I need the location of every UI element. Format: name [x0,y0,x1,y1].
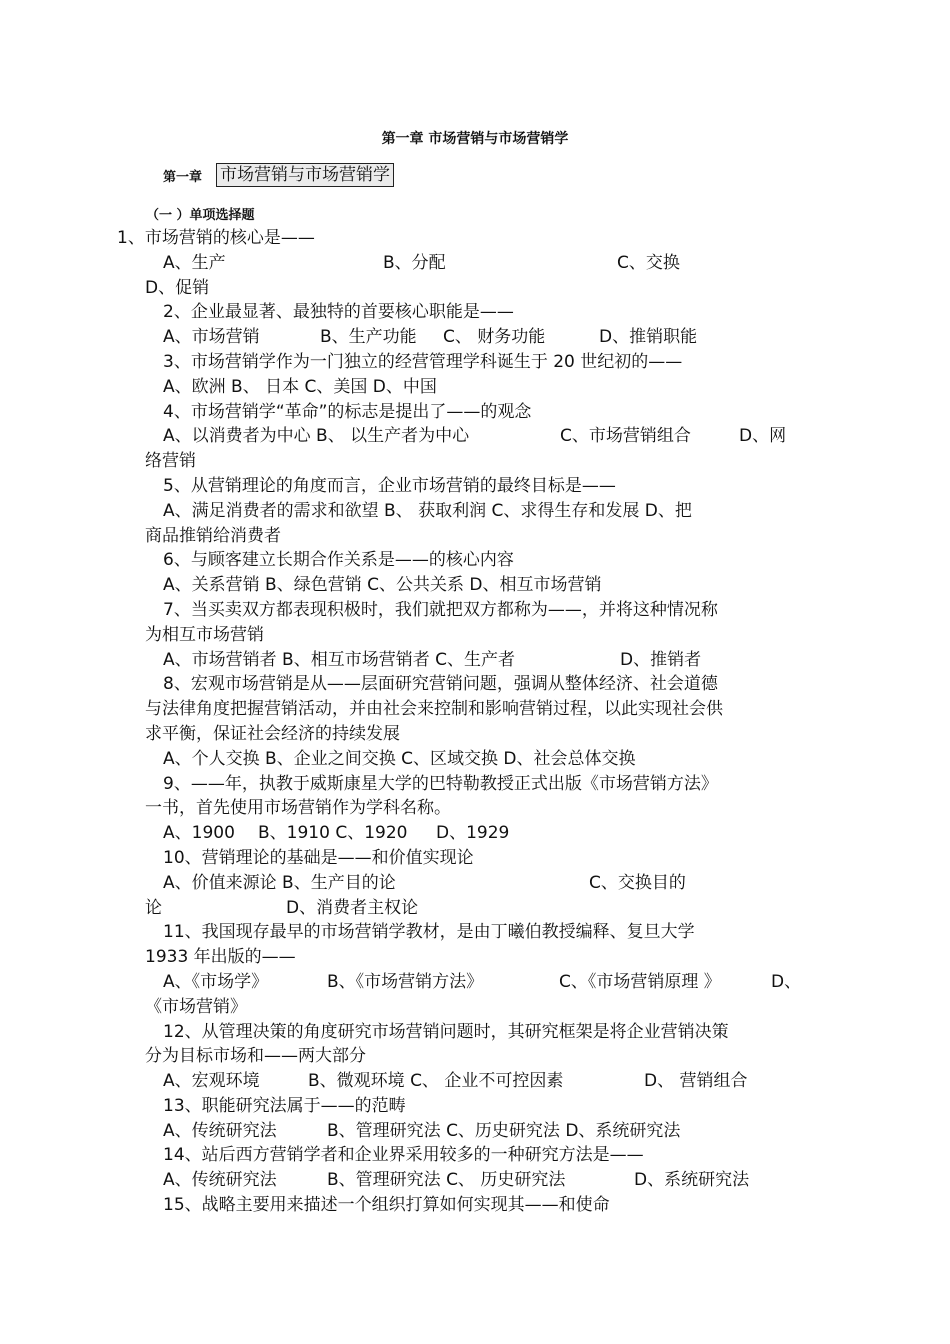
option-d: D、推销者 [620,649,702,670]
question-line: 与法律角度把握营销活动，并由社会来控制和影响营销过程，以此实现社会供 [145,699,723,720]
section-heading: （一 ）单项选择题 [146,208,255,223]
option-a: A、宏观环境 [163,1071,260,1092]
question-line: 1933 年出版的—— [145,947,296,968]
option-b: B、生产功能 [320,327,417,348]
question-line: 1、市场营销的核心是—— [117,228,315,248]
option-abc: A、市场营销者 B、相互市场营销者 C、生产者 [163,649,515,670]
chapter-boxed-title: 市场营销与市场营销学 [216,163,394,187]
question-line: 10、营销理论的基础是——和价值实现论 [163,847,474,868]
question-line: 15、战略主要用来描述一个组织打算如何实现其——和使命 [163,1195,610,1216]
question-line: 8、宏观市场营销是从——层面研究营销问题，强调从整体经济、社会道德 [163,674,718,695]
option-line [145,821,810,846]
option-line [145,970,810,995]
option-line [145,896,810,921]
question-line: 9、——年，执教于威斯康星大学的巴特勒教授正式出版《市场营销方法》 [163,773,718,794]
option-bc: B、1910 C、1920 [258,823,408,844]
option-c: C、 财务功能 [443,327,546,348]
option-c: C、《市场营销原理 》 [559,971,721,992]
option-a: A、《市场学》 [163,971,269,992]
question-line: 11、我国现存最早的市场营销学教材，是由丁曦伯教授编释、复旦大学 [163,922,695,943]
option-a: A、传统研究法 [163,1170,277,1191]
option-line: A、满足消费者的需求和欲望 B、 获取利润 C、求得生存和发展 D、把 [163,500,692,521]
option-d: D、 [771,971,802,992]
option-line [145,325,810,350]
question-line: 3、市场营销学作为一门独立的经营管理学科诞生于 20 世纪初的—— [163,351,683,372]
option-d: D、网 [739,426,787,447]
question-line: 5、从营销理论的角度而言，企业市场营销的最终目标是—— [163,475,616,496]
option-line: A、欧洲 B、 日本 C、美国 D、中国 [163,376,437,397]
question-list [117,226,810,1218]
question-line: 分为目标市场和——两大部分 [145,1046,366,1067]
chapter-subheading [163,160,394,190]
option-line [145,871,810,896]
question-line: 13、职能研究法属于——的范畴 [163,1095,406,1116]
option-b: B、分配 [383,252,446,273]
option-c-cont: 论 [145,897,162,918]
option-c: C、交换目的 [589,872,686,893]
option-line [145,1168,810,1193]
option-a: A、1900 [163,823,235,844]
option-d: D、 营销组合 [644,1071,748,1092]
option-line [145,1119,810,1144]
question-line: 6、与顾客建立长期合作关系是——的核心内容 [163,550,514,571]
question-line: 7、当买卖双方都表现积极时，我们就把双方都称为——，并将这种情况称 [163,599,718,620]
option-line: 络营销 [145,451,196,472]
question-line: 12、从管理决策的角度研究市场营销问题时，其研究框架是将企业营销决策 [163,1021,729,1042]
option-d: D、1929 [436,823,510,844]
option-d: D、消费者主权论 [286,897,419,918]
option-ab: A、以消费者为中心 B、 以生产者为中心 [163,426,470,447]
option-line [145,648,810,673]
option-a: A、生产 [163,252,226,273]
option-bc: B、微观环境 C、 企业不可控因素 [308,1071,564,1092]
option-line: A、个人交换 B、企业之间交换 C、区域交换 D、社会总体交换 [163,748,636,769]
option-line [145,1069,810,1094]
option-ab: A、价值来源论 B、生产目的论 [163,872,396,893]
question-line: 求平衡，保证社会经济的持续发展 [145,723,400,744]
question-line: 14、站后西方营销学者和企业界采用较多的一种研究方法是—— [163,1145,644,1166]
chapter-label: 第一章 [163,169,203,185]
option-b: B、《市场营销方法》 [327,971,484,992]
option-c: C、市场营销组合 [560,426,691,447]
option-line [145,251,810,276]
option-line: 商品推销给消费者 [145,525,281,546]
question-line: 4、市场营销学“革命”的标志是提出了——的观念 [163,401,532,422]
option-line: 《市场营销》 [145,996,247,1017]
option-a: A、市场营销 [163,327,260,348]
question-line: 2、企业最显著、最独特的首要核心职能是—— [163,302,514,323]
option-bc: B、管理研究法 C、 历史研究法 [327,1170,566,1191]
option-line: A、关系营销 B、绿色营销 C、公共关系 D、相互市场营销 [163,575,602,596]
option-d: D、推销职能 [599,327,698,348]
question-line: 为相互市场营销 [145,624,264,645]
option-d: D、系统研究法 [634,1170,750,1191]
option-line [145,424,810,449]
option-line: D、促销 [145,277,210,298]
option-a: A、传统研究法 [163,1120,277,1141]
option-c: C、交换 [617,252,680,273]
question-line: 一书，首先使用市场营销作为学科名称。 [145,798,451,819]
document-title: 第一章 市场营销与市场营销学 [381,131,569,147]
option-bcd: B、管理研究法 C、历史研究法 D、系统研究法 [327,1120,681,1141]
